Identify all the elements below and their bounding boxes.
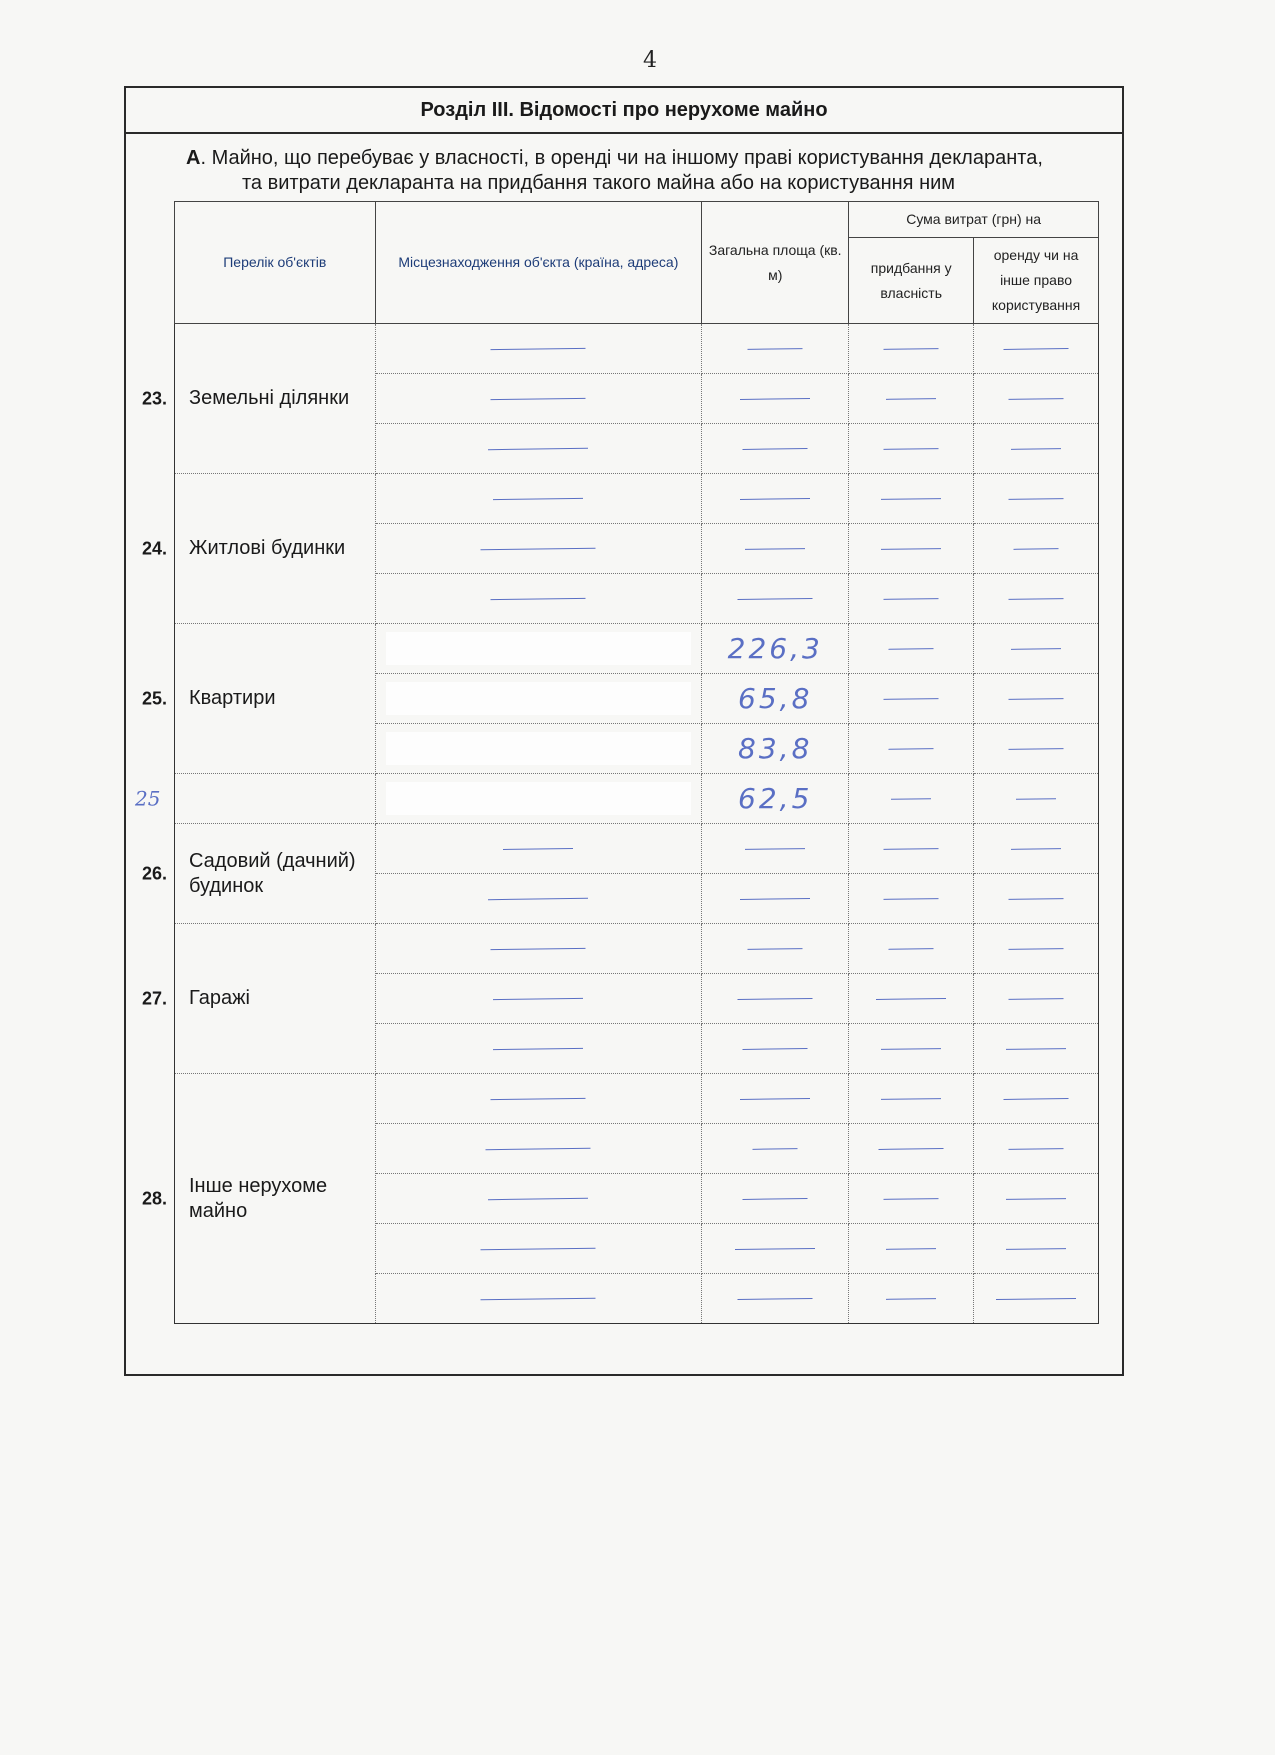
dash-mark xyxy=(753,1148,798,1150)
dash-mark xyxy=(1011,648,1061,650)
dash-mark xyxy=(881,548,941,550)
header-expenses: Сума витрат (грн) на xyxy=(849,202,1099,238)
subsection-line-1: . Майно, що перебуває у власності, в оренді чи на іншому праві користування декларанта, xyxy=(200,147,1043,169)
apartment-area-value: 83,8 xyxy=(738,732,813,765)
dash-mark xyxy=(488,897,588,899)
category-label: Земельні ділянки xyxy=(189,387,350,409)
category-label: Інше нерухоме майно xyxy=(189,1174,328,1222)
redacted-address xyxy=(386,632,692,665)
dash-mark xyxy=(488,1197,588,1199)
dash-mark xyxy=(735,1247,815,1249)
dash-mark xyxy=(738,1297,813,1299)
handwritten-row-number: 25 xyxy=(135,786,161,810)
dash-mark xyxy=(884,898,939,900)
dash-mark xyxy=(738,997,813,999)
dash-mark xyxy=(884,448,939,450)
dash-mark xyxy=(884,1198,939,1200)
dash-mark xyxy=(491,397,586,399)
redacted-address xyxy=(386,682,692,715)
category-houses xyxy=(141,474,376,624)
dash-mark xyxy=(1006,1198,1066,1200)
dash-mark xyxy=(891,798,931,800)
dash-mark xyxy=(889,648,934,650)
dash-mark xyxy=(886,1298,936,1300)
dash-mark xyxy=(1004,348,1069,350)
category-number: 26. xyxy=(141,863,167,883)
dash-mark xyxy=(743,1198,808,1200)
category-number: 23. xyxy=(141,388,167,408)
category-apartments-extra-row xyxy=(135,774,376,824)
dash-mark xyxy=(1009,598,1064,600)
apartment-area-value: 62,5 xyxy=(738,782,813,815)
page-number: 4 xyxy=(643,48,657,73)
dash-mark xyxy=(1009,698,1064,700)
dash-mark xyxy=(1009,998,1064,1000)
dash-mark xyxy=(503,848,573,850)
dash-mark xyxy=(881,498,941,500)
header-rent: оренду чи на інше право користування xyxy=(974,238,1099,324)
dash-mark xyxy=(1009,398,1064,400)
redacted-address xyxy=(386,732,692,765)
dash-mark xyxy=(740,398,810,400)
dash-mark xyxy=(1006,1248,1066,1250)
dash-mark xyxy=(1009,948,1064,950)
dash-mark xyxy=(491,947,586,949)
category-number: 28. xyxy=(141,1188,167,1208)
subsection-letter: А xyxy=(186,147,201,169)
subsection-line-2: та витрати декларанта на придбання такого майна або на користування ним xyxy=(242,172,956,194)
dash-mark xyxy=(889,948,934,950)
dash-mark xyxy=(491,347,586,349)
dash-mark xyxy=(996,1297,1076,1299)
dash-mark xyxy=(1011,448,1061,450)
subsection-title xyxy=(186,146,1092,196)
category-number: 24. xyxy=(141,538,167,558)
dash-mark xyxy=(740,1098,810,1100)
dash-mark xyxy=(886,398,936,400)
header-location: Місцезнаходження об'єкта (країна, адреса) xyxy=(375,202,702,324)
category-label: Гаражі xyxy=(189,987,250,1009)
section-title: Розділ ІІІ. Відомості про нерухоме майно xyxy=(126,88,1122,134)
dash-mark xyxy=(738,597,813,599)
dash-mark xyxy=(493,997,583,999)
dash-mark xyxy=(1009,498,1064,500)
category-garden-house xyxy=(141,824,376,924)
dash-mark xyxy=(886,1248,936,1250)
dash-mark xyxy=(1016,798,1056,800)
category-number: 25. xyxy=(141,688,167,708)
dash-mark xyxy=(748,348,803,350)
header-purchase: придбання у власність xyxy=(849,238,974,324)
dash-mark xyxy=(881,1098,941,1100)
dash-mark xyxy=(881,1048,941,1050)
category-label: Житлові будинки xyxy=(189,537,346,559)
dash-mark xyxy=(1011,848,1061,850)
category-land xyxy=(141,324,376,474)
redacted-address xyxy=(386,782,692,815)
dash-mark xyxy=(491,597,586,599)
dash-mark xyxy=(1009,898,1064,900)
dash-mark xyxy=(481,1247,596,1250)
category-apartments xyxy=(141,624,376,774)
dash-mark xyxy=(889,748,934,750)
dash-mark xyxy=(481,1297,596,1300)
dash-mark xyxy=(491,1097,586,1099)
apartment-area-value: 226,3 xyxy=(727,632,823,665)
dash-mark xyxy=(1014,548,1059,550)
dash-mark xyxy=(884,848,939,850)
dash-mark xyxy=(879,1148,944,1150)
category-other-real-estate xyxy=(141,1074,376,1324)
dash-mark xyxy=(748,948,803,950)
real-estate-table xyxy=(135,201,1099,1324)
dash-mark xyxy=(481,547,596,550)
header-area: Загальна площа (кв. м) xyxy=(702,202,849,324)
category-garages xyxy=(141,924,376,1074)
dash-mark xyxy=(876,998,946,1000)
dash-mark xyxy=(1009,748,1064,750)
dash-mark xyxy=(1009,1148,1064,1150)
dash-mark xyxy=(493,1047,583,1049)
dash-mark xyxy=(486,1147,591,1149)
header-objects: Перелік об'єктів xyxy=(175,202,376,324)
dash-mark xyxy=(493,497,583,499)
dash-mark xyxy=(740,498,810,500)
dash-mark xyxy=(884,598,939,600)
dash-mark xyxy=(743,448,808,450)
dash-mark xyxy=(745,548,805,550)
dash-mark xyxy=(745,848,805,850)
category-label: Садовий (дачний) будинок xyxy=(189,849,356,897)
dash-mark xyxy=(884,698,939,700)
dash-mark xyxy=(488,447,588,449)
dash-mark xyxy=(743,1048,808,1050)
declaration-section-frame xyxy=(124,86,1124,1376)
dash-mark xyxy=(1004,1098,1069,1100)
dash-mark xyxy=(1006,1048,1066,1050)
category-label: Квартири xyxy=(189,687,276,709)
dash-mark xyxy=(740,898,810,900)
dash-mark xyxy=(884,348,939,350)
apartment-area-value: 65,8 xyxy=(738,682,813,715)
category-number: 27. xyxy=(141,988,167,1008)
